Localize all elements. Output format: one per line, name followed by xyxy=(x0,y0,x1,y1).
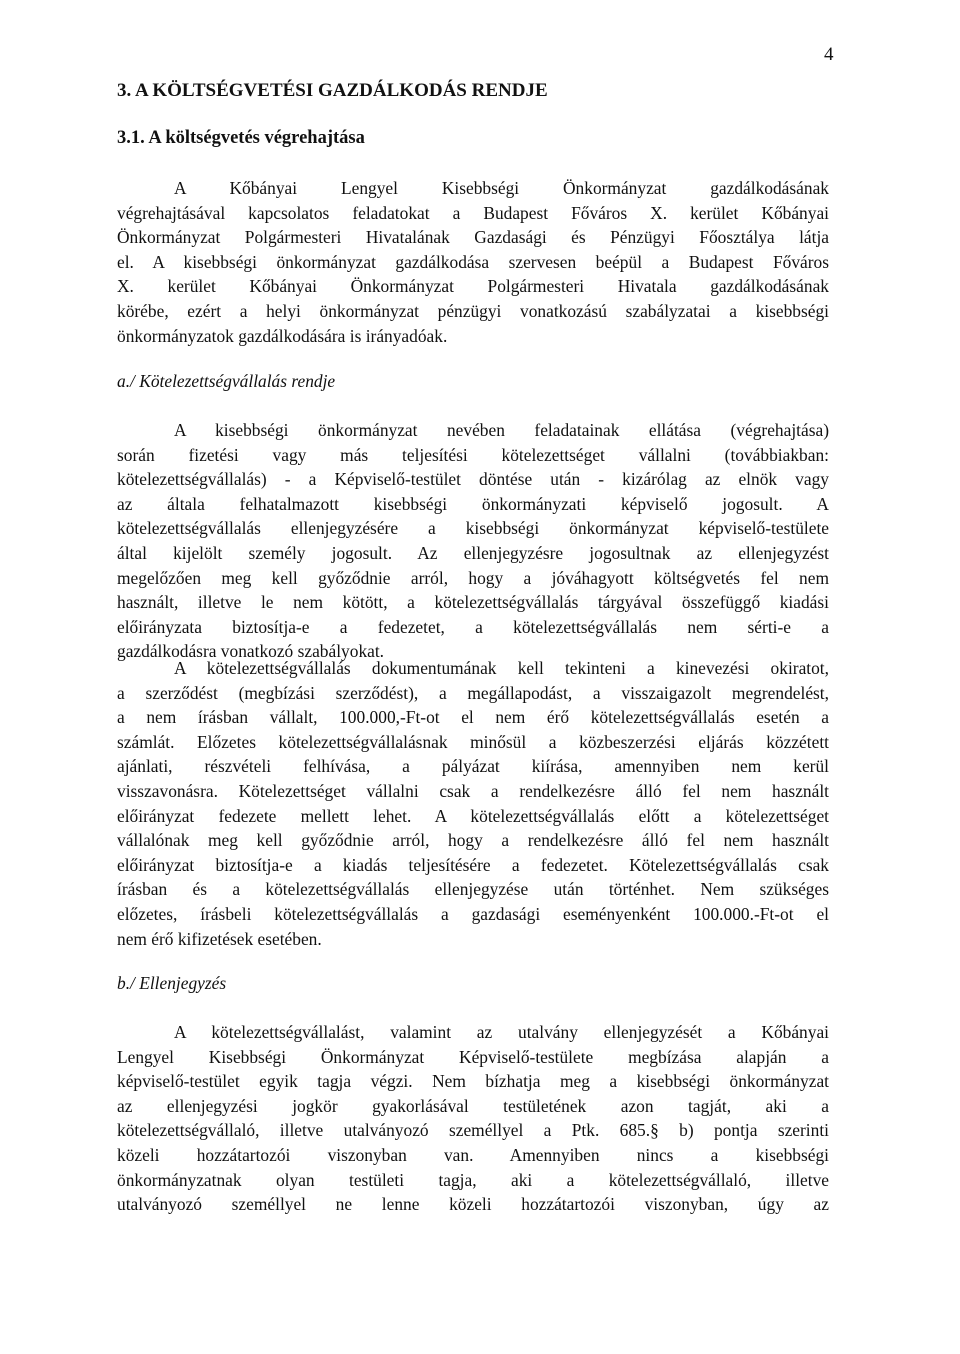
text-line: visszavonásra. Kötelezettséget vállalni csak a rendelkezésre álló fel nem használt xyxy=(117,780,829,801)
text-line: által kijelölt személy jogosult. Az ellenjegyzésre jogosultnak az ellenjegyzést xyxy=(117,542,829,563)
text-line: gazdálkodásra vonatkozó szabályokat. xyxy=(117,641,385,662)
page-number: 4 xyxy=(824,44,834,65)
text-line: előirányzat fedezete mellett lehet. A kötelezettségvállalás előtt a kötelezettséget xyxy=(117,805,829,826)
intro-paragraph xyxy=(117,176,829,348)
text-line: ajánlati, részvételi felhívása, a pályázat kiírása, amennyiben nem kerül xyxy=(117,756,829,777)
text-line: az általa felhatalmazott kisebbségi önkormányzati képviselő jogosult. A xyxy=(117,493,829,514)
text-line: megelőzően meg kell győződnie arról, hogy a jóváhagyott költségvetés fel nem xyxy=(117,567,829,588)
text-line: A kötelezettségvállalás dokumentumának kell tekinteni a kinevezési okiratot, xyxy=(174,658,829,678)
commitment-paragraph-2 xyxy=(117,656,829,951)
countersign-paragraph xyxy=(117,1020,829,1217)
text-line: az ellenjegyzési jogkör gyakorlásával testületének azon tagját, aki a xyxy=(117,1095,829,1116)
text-line: Lengyel Kisebbségi Önkormányzat Képviselő-testülete megbízása alapján a xyxy=(117,1046,829,1067)
subsection-b-title: b./ Ellenjegyzés xyxy=(117,973,227,993)
subsection-title: 3.1. A költségvetés végrehajtása xyxy=(117,128,365,148)
text-line: képviselő-testület egyik tagja végzi. Nem bízhatja meg a kisebbségi önkormányzat xyxy=(117,1071,829,1092)
text-line: vállalónak meg kell győződnie arról, hogy a rendelkezésre álló fel nem használt xyxy=(117,830,829,851)
text-line: számlát. Előzetes kötelezettségvállalásnak minősül a közbeszerzési eljárás közzétett xyxy=(117,731,829,752)
text-line: előirányzat biztosítja-e a kiadás teljesítésére a fedezetet. Kötelezettségvállalás csak xyxy=(117,854,829,875)
text-line: előirányzata biztosítja-e a fedezetet, a kötelezettségvállalás nem sérti-e a xyxy=(117,616,829,637)
commitment-paragraph-1 xyxy=(117,418,829,664)
text-line: utalványozó személlyel ne lenne közeli hozzátartozói viszonyban, úgy az xyxy=(117,1194,829,1215)
text-line: el. A kisebbségi önkormányzat gazdálkodása szervesen beépül a Budapest Főváros xyxy=(117,251,829,272)
section-title: 3. A KÖLTSÉGVETÉSI GAZDÁLKODÁS RENDJE xyxy=(117,80,548,101)
text-line: végrehajtásával kapcsolatos feladatokat a Budapest Főváros X. kerület Kőbányai xyxy=(117,202,829,223)
text-line: Önkormányzat Polgármesteri Hivatalának Gazdasági és Pénzügyi Főosztálya látja xyxy=(117,227,829,248)
text-line: során fizetési vagy más teljesítési kötelezettséget vállalni (továbbiakban: xyxy=(117,444,829,465)
text-line: közeli hozzátartozói viszonyban van. Amennyiben nincs a kisebbségi xyxy=(117,1144,829,1165)
text-line: önkormányzatok gazdálkodására is irányadóak. xyxy=(117,325,448,346)
text-line: használt, illetve le nem kötött, a kötelezettségvállalás tárgyával összefüggő kiadási xyxy=(117,592,829,613)
subsection-a-title: a./ Kötelezettségvállalás rendje xyxy=(117,371,336,391)
text-line: a nem írásban vállalt, 100.000,-Ft-ot el nem érő kötelezettségvállalás esetén a xyxy=(117,707,829,728)
text-line: előzetes, írásbeli kötelezettségvállalás a gazdasági eseményenként 100.000.-Ft-ot el xyxy=(117,903,829,924)
text-line: A kisebbségi önkormányzat nevében feladatainak ellátása (végrehajtása) xyxy=(174,420,829,440)
text-line: X. kerület Kőbányai Önkormányzat Polgármesteri Hivatala gazdálkodásának xyxy=(117,276,829,297)
text-line: kötelezettségvállalás) - a Képviselő-testület döntése után - kizárólag az elnök vagy xyxy=(117,469,829,490)
text-line: nem érő kifizetések esetében. xyxy=(117,928,322,949)
text-line: kötelezettségvállaló, illetve utalványozó személlyel a Ptk. 685.§ b) pontja szerinti xyxy=(117,1120,829,1141)
text-line: írásban és a kötelezettségvállalás ellenjegyzése után történhet. Nem szükséges xyxy=(117,879,829,900)
text-line: A Kőbányai Lengyel Kisebbségi Önkormányzat gazdálkodásának xyxy=(174,178,829,198)
text-line: A kötelezettségvállalást, valamint az utalvány ellenjegyzését a Kőbányai xyxy=(174,1022,829,1042)
text-line: a szerződést (megbízási szerződést), a megállapodást, a visszaigazolt megrendelést, xyxy=(117,682,829,703)
text-line: kötelezettségvállalás ellenjegyzésére a kisebbségi önkormányzat képviselő-testülete xyxy=(117,518,829,539)
text-line: körébe, ezért a helyi önkormányzat pénzügyi vonatkozású szabályzatai a kisebbségi xyxy=(117,300,829,321)
text-line: önkormányzatnak olyan testületi tagja, aki a kötelezettségvállaló, illetve xyxy=(117,1169,829,1190)
